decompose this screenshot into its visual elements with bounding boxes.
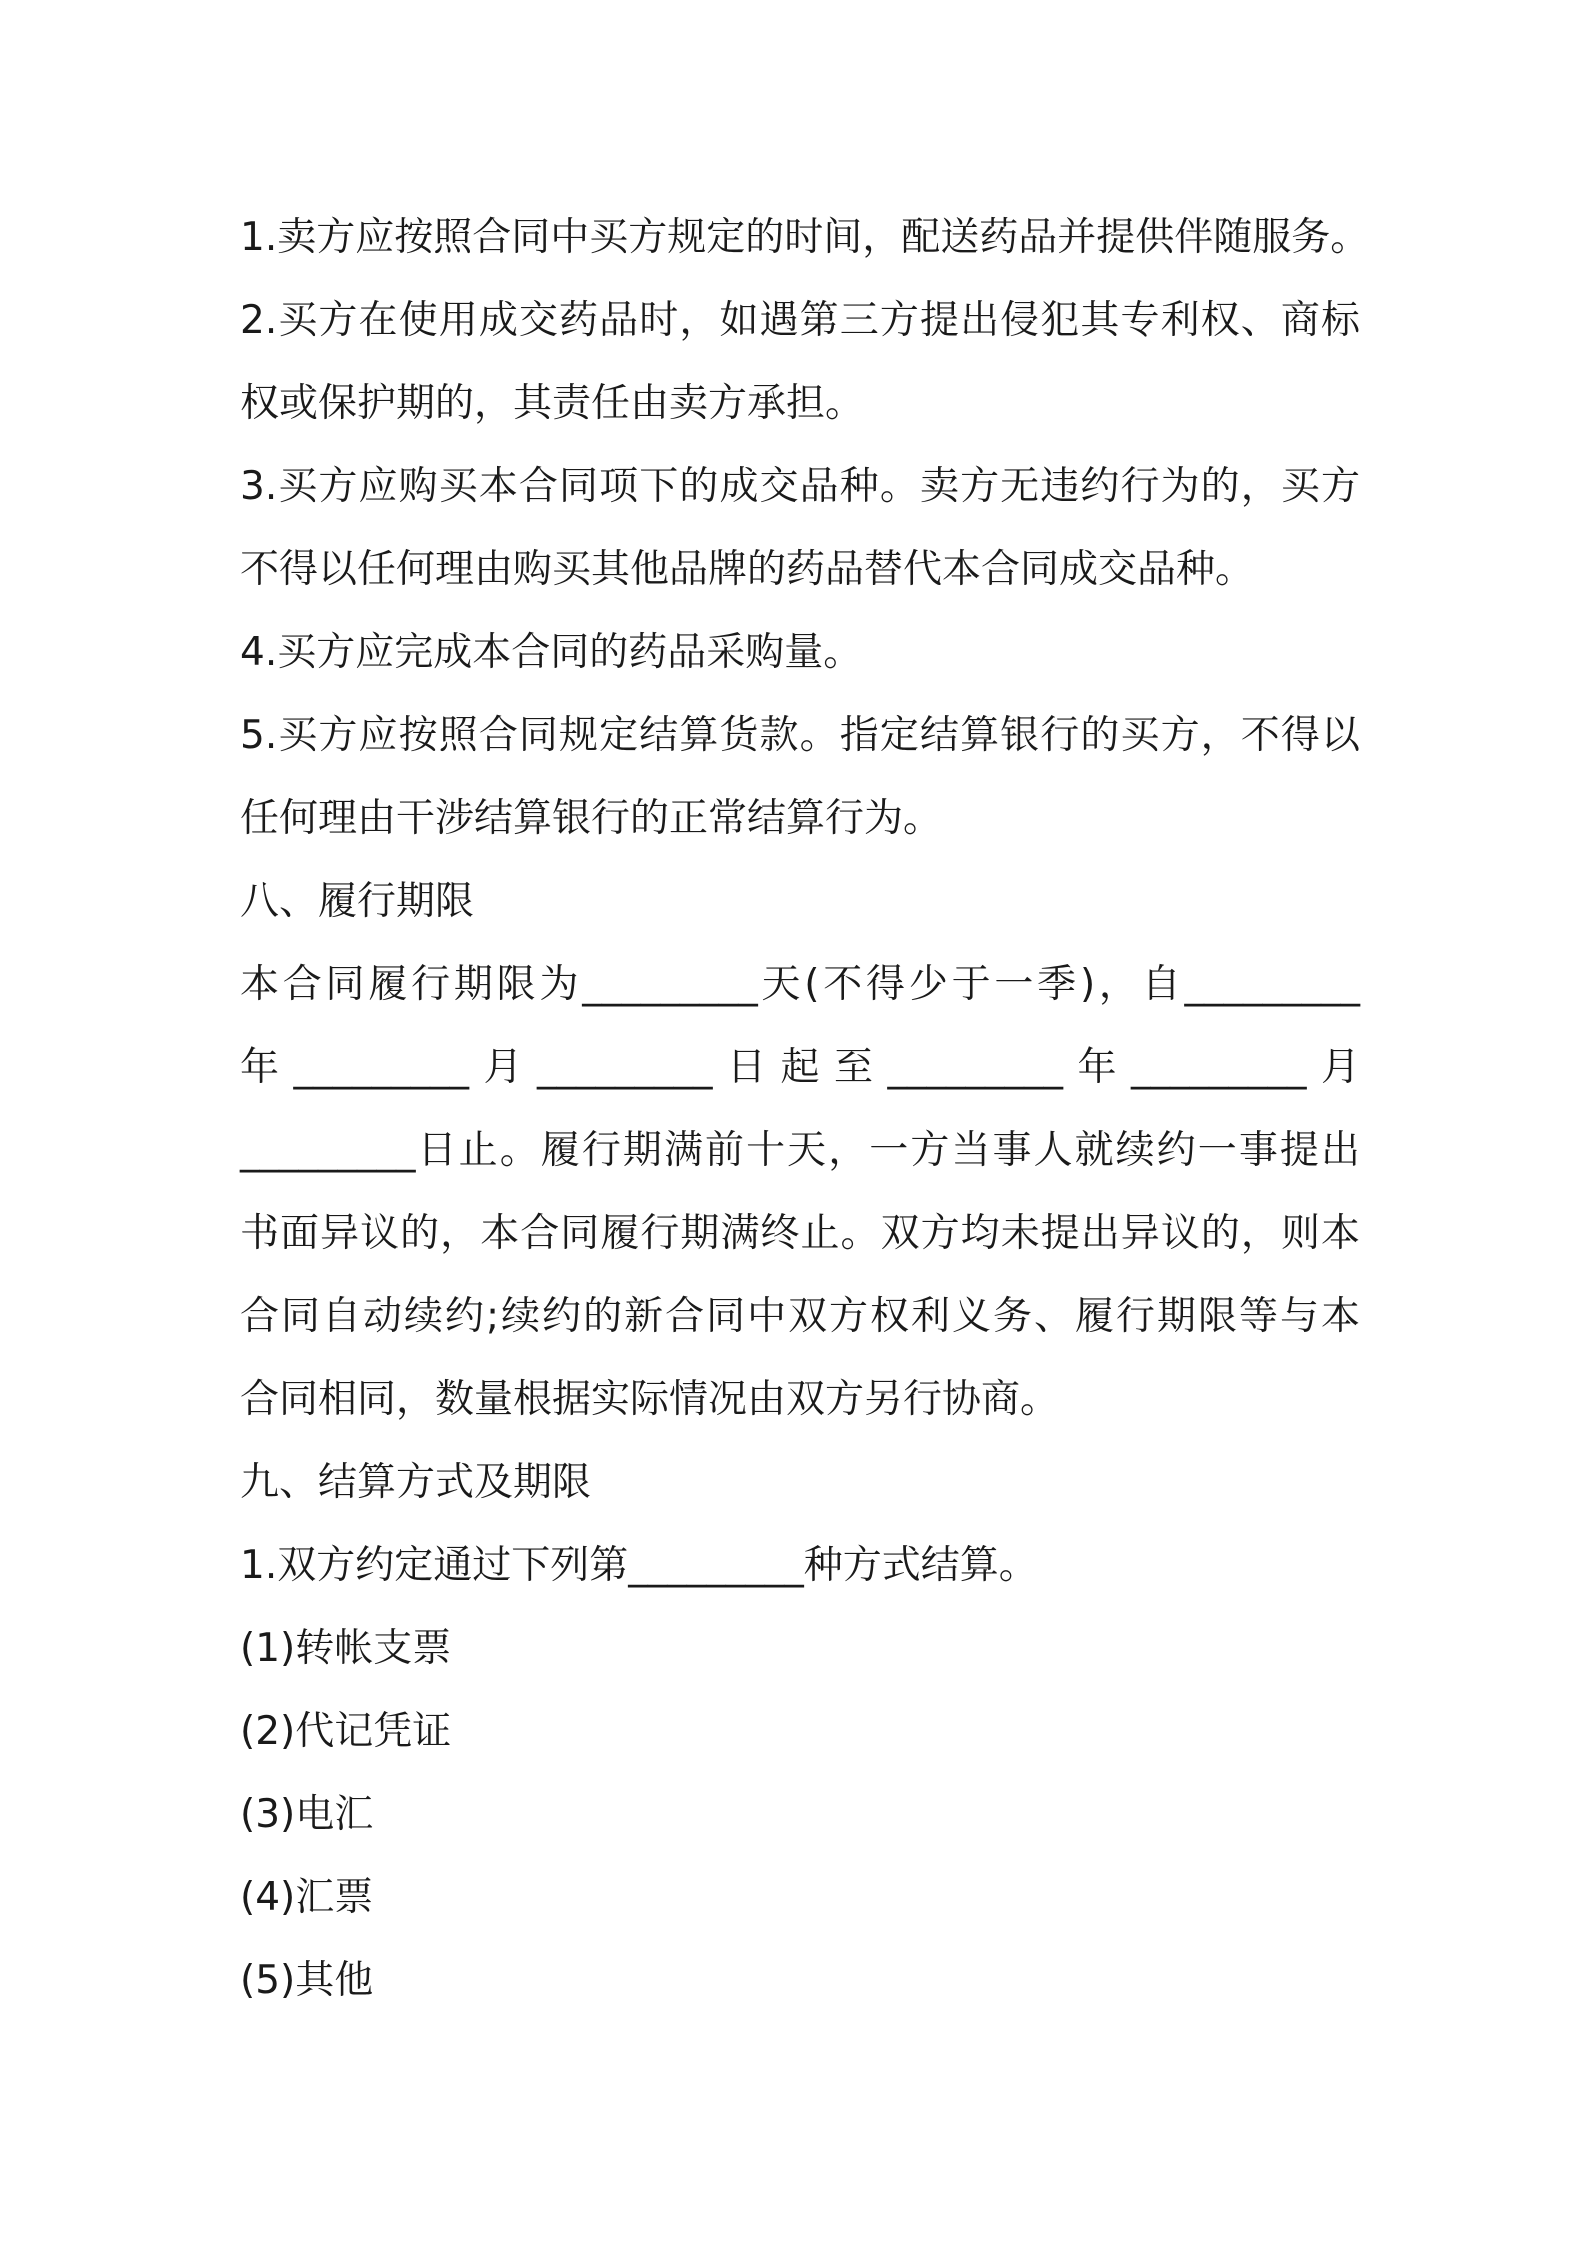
paragraph-line: 4.买方应完成本合同的药品采购量。 — [240, 630, 863, 675]
paragraph-line: 书面异议的，本合同履行期满终止。双方均未提出异议的，则本 — [240, 1211, 1360, 1256]
paragraph-line: 本合同履行期限为_________天(不得少于一季)，自_________ — [240, 962, 1360, 1007]
list-item: (4)汇票 — [240, 1875, 374, 1920]
paragraph-line: 不得以任何理由购买其他品牌的药品替代本合同成交品种。 — [240, 547, 1255, 592]
paragraph-line: 1.卖方应按照合同中买方规定的时间，配送药品并提供伴随服务。 — [240, 215, 1370, 260]
section-heading: 八、履行期限 — [240, 879, 475, 924]
paragraph-line: 2.买方在使用成交药品时，如遇第三方提出侵犯其专利权、商标 — [240, 298, 1360, 343]
paragraph-line: 任何理由干涉结算银行的正常结算行为。 — [240, 796, 943, 841]
list-item: (1)转帐支票 — [240, 1626, 452, 1671]
section-heading: 九、结算方式及期限 — [240, 1460, 592, 1505]
list-item: (3)电汇 — [240, 1792, 374, 1837]
contract-text — [240, 196, 1370, 2022]
list-item: (5)其他 — [240, 1958, 374, 2003]
paragraph-line: 5.买方应按照合同规定结算货款。指定结算银行的买方，不得以 — [240, 713, 1360, 758]
paragraph-line: 权或保护期的，其责任由卖方承担。 — [240, 381, 865, 426]
paragraph-line: 1.双方约定通过下列第_________种方式结算。 — [240, 1543, 1038, 1588]
paragraph-line: 合同自动续约;续约的新合同中双方权利义务、履行期限等与本 — [240, 1294, 1360, 1339]
paragraph-line: 3.买方应购买本合同项下的成交品种。卖方无违约行为的，买方 — [240, 464, 1360, 509]
paragraph-line: 年_________月_________日起至_________年_________月 — [240, 1045, 1360, 1090]
list-item: (2)代记凭证 — [240, 1709, 452, 1754]
paragraph-line: 合同相同，数量根据实际情况由双方另行协商。 — [240, 1377, 1060, 1422]
paragraph-line: _________日止。履行期满前十天，一方当事人就续约一事提出 — [240, 1128, 1360, 1173]
